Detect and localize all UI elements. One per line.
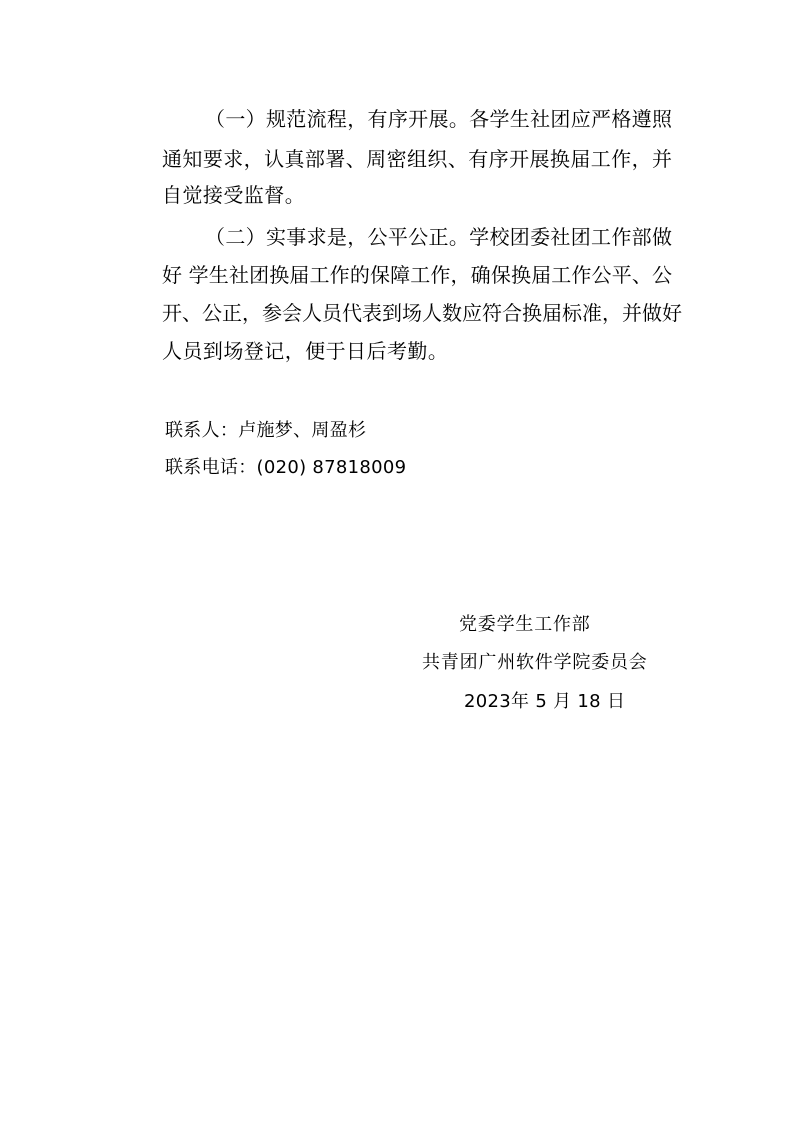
signature-dept: 党委学生工作部 (459, 614, 591, 635)
signature-date: 2023年 5 月 18 日 (464, 691, 626, 712)
para2-line3: 开、公正，参会人员代表到场人数应符合换届标准，并做好 (162, 301, 682, 325)
para2-line4: 人员到场登记，便于日后考勤。 (162, 339, 449, 363)
para1-line1: （一）规范流程，有序开展。各学生社团应严格遵照 (205, 107, 672, 131)
signature-org: 共青团广州软件学院委员会 (422, 652, 648, 673)
para1-line3: 自觉接受监督。 (162, 183, 306, 207)
para2-line2: 好 学生社团换届工作的保障工作，确保换届工作公平、公 (162, 263, 672, 287)
contact-phone: 联系电话：(020) 87818009 (165, 457, 407, 478)
para2-line1: （二）实事求是，公平公正。学校团委社团工作部做 (205, 225, 672, 249)
contact-person: 联系人：卢施梦、周盈杉 (165, 420, 367, 441)
para1-line2: 通知要求，认真部署、周密组织、有序开展换届工作，并 (162, 147, 672, 171)
